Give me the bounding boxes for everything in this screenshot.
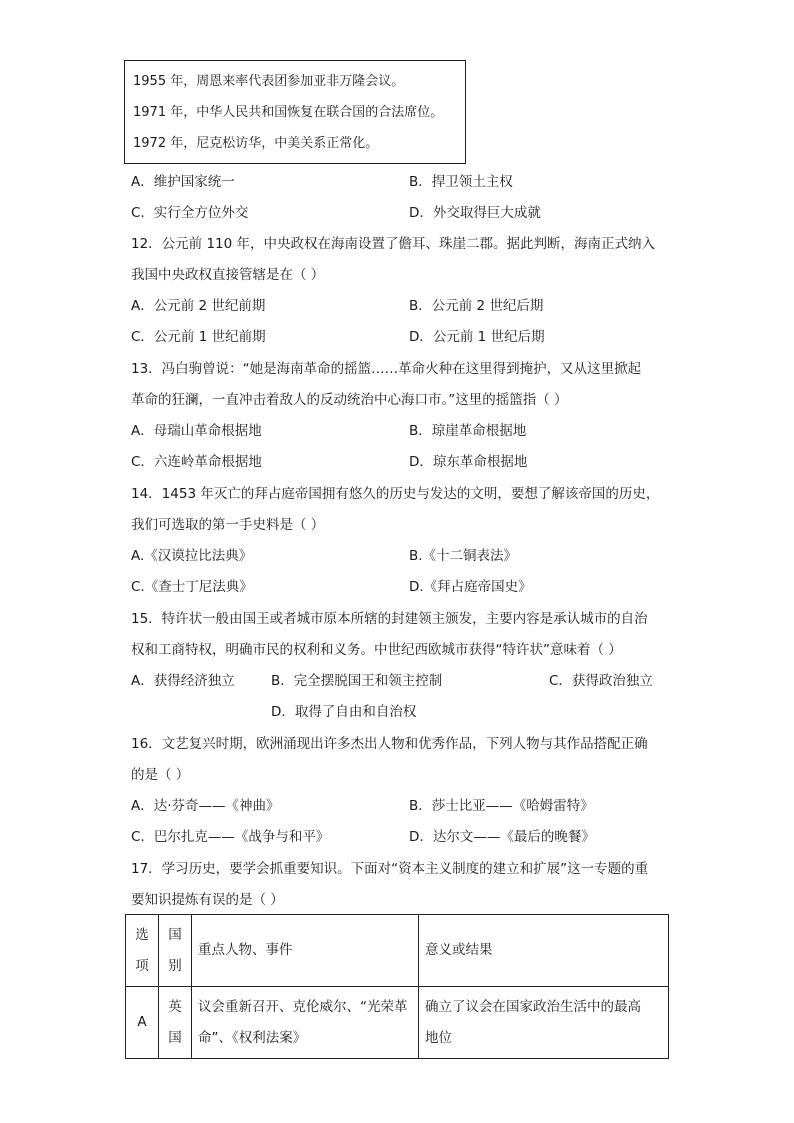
q12-option-b[interactable]: B．公元前 2 世纪后期 [409,298,544,314]
q16-option-b[interactable]: B．莎士比亚——《哈姆雷特》 [409,798,594,814]
q16-option-a[interactable]: A．达·芬奇——《神曲》 [131,798,280,814]
q12-option-d[interactable]: D．公元前 1 世纪后期 [409,329,545,345]
header-country-char-2: 别 [168,957,182,974]
q17-stem-line-1: 17．学习历史，要学会抓重要知识。下面对“资本主义制度的建立和扩展”这一专题的重 [131,861,649,877]
row-a-significance [419,987,669,1059]
q14-option-a[interactable]: A.《汉谟拉比法典》 [131,548,253,564]
q11-option-b[interactable]: B．捍卫领土主权 [409,174,513,190]
q13-option-a[interactable]: A．母瑞山革命根据地 [131,423,262,439]
q12-stem-line-1: 12．公元前 110 年，中央政权在海南设置了儋耳、珠崖二郡。据此判断，海南正式纳入 [131,236,656,252]
q13-option-b[interactable]: B．琼崖革命根据地 [409,423,527,439]
q15-option-b[interactable]: B．完全摆脱国王和领主控制 [271,673,443,689]
q12-option-a[interactable]: A．公元前 2 世纪前期 [131,298,266,314]
q12-stem-line-2: 我国中央政权直接管辖是在（ ） [131,267,325,283]
q15-stem-line-1: 15．特许状一般由国王或者城市原本所辖的封建领主颁发，主要内容是承认城市的自治 [131,611,648,627]
q15-option-c[interactable]: C．获得政治独立 [549,673,653,689]
q14-stem-line-2: 我们可选取的第一手史料是（ ） [131,517,325,533]
q16-option-c[interactable]: C．巴尔扎克——《战争与和平》 [131,829,330,845]
row-a-country-char-2: 国 [168,1029,182,1046]
header-cell-events: 重点人物、事件 [192,915,419,987]
header-cell-country [159,915,192,987]
q14-stem-line-1: 14．1453 年灭亡的拜占庭帝国拥有悠久的历史与发达的文明，要想了解该帝国的历史， [131,486,660,502]
material-line-3: 1972 年，尼克松访华，中美关系正常化。 [133,136,379,151]
q13-option-c[interactable]: C．六连岭革命根据地 [131,454,262,470]
q16-option-d[interactable]: D．达尔文——《最后的晚餐》 [409,829,595,845]
q14-option-b[interactable]: B.《十二铜表法》 [409,548,518,564]
q14-option-c[interactable]: C.《查士丁尼法典》 [131,579,253,595]
q13-stem-line-1: 13．冯白驹曾说：“她是海南革命的摇篮……革命火种在这里得到掩护，又从这里掀起 [131,361,642,377]
q15-option-d[interactable]: D．取得了自由和自治权 [271,704,417,720]
q15-option-a[interactable]: A．获得经济独立 [131,673,235,689]
q13-stem-line-2: 革命的狂澜，一直冲击着敌人的反动统治中心海口市。”这里的摇篮指（ ） [131,392,568,408]
q11-option-c[interactable]: C．实行全方位外交 [131,205,249,221]
row-a-option[interactable]: A [126,987,159,1059]
header-country-char-1: 国 [168,926,182,943]
row-a-significance-line-2: 地位 [425,1029,452,1046]
material-line-1: 1955 年，周恩来率代表团参加亚非万隆会议。 [133,74,405,89]
q11-option-a[interactable]: A．维护国家统一 [131,174,235,190]
q17-stem-line-2: 要知识提炼有误的是（ ） [131,892,284,908]
material-line-2: 1971 年，中华人民共和国恢复在联合国的合法席位。 [133,105,444,120]
row-a-significance-line-1: 确立了议会在国家政治生活中的最高 [425,998,641,1015]
row-a-events [192,987,419,1059]
header-cell-option [126,915,159,987]
q12-option-c[interactable]: C．公元前 1 世纪前期 [131,329,266,345]
table-row [126,987,669,1059]
header-option-char-1: 选 [135,926,149,943]
q15-stem-line-2: 权和工商特权，明确市民的权利和义务。中世纪西欧城市获得“特许状”意味着（ ） [131,642,622,658]
q13-option-d[interactable]: D．琼东革命根据地 [409,454,528,470]
q16-stem-line-2: 的是（ ） [131,767,190,783]
table-header-row [126,915,669,987]
material-box [124,60,466,164]
row-a-events-line-1: 议会重新召开、克伦威尔、“光荣革 [198,998,408,1015]
row-a-country [159,987,192,1059]
header-cell-significance: 意义或结果 [419,915,669,987]
q11-option-d[interactable]: D．外交取得巨大成就 [409,205,541,221]
knowledge-table [125,914,669,1059]
q14-option-d[interactable]: D.《拜占庭帝国史》 [409,579,532,595]
q16-stem-line-1: 16．文艺复兴时期，欧洲涌现出许多杰出人物和优秀作品，下列人物与其作品搭配正确 [131,736,648,752]
row-a-events-line-2: 命”、《权利法案》 [198,1029,307,1046]
row-a-country-char-1: 英 [168,998,182,1015]
header-option-char-2: 项 [135,957,149,974]
